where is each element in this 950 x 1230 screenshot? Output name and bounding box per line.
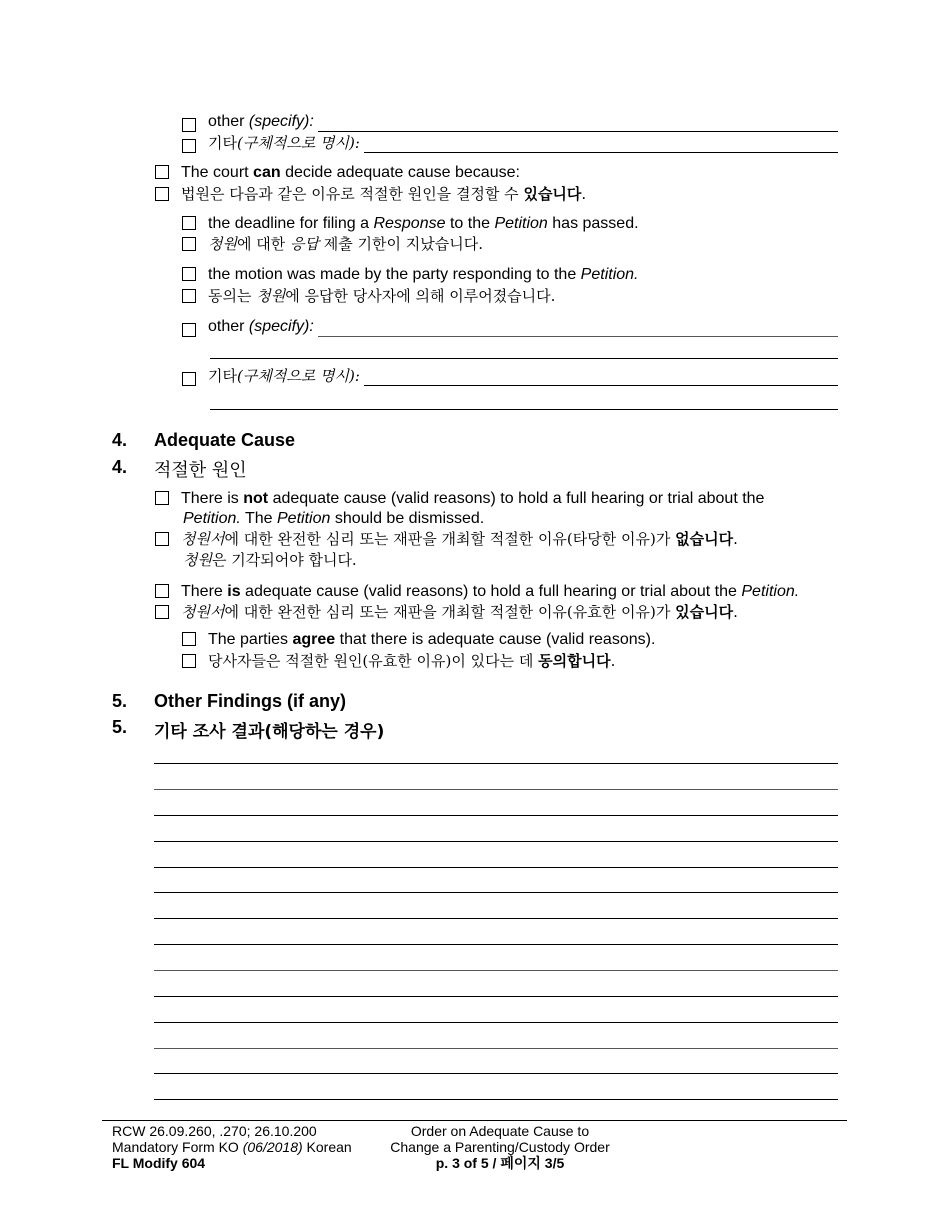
court-can-text-b: decide adequate cause because: — [285, 164, 520, 181]
section4-title-kr: 적절한 원인 — [154, 460, 247, 481]
agree-kr-bold: 동의합니다 — [538, 652, 611, 670]
findings-line[interactable] — [154, 970, 838, 971]
not-text-e: The — [244, 510, 273, 527]
deadline-text-e: has passed. — [552, 215, 639, 232]
findings-line[interactable] — [154, 867, 838, 868]
section4-number: 4. — [112, 430, 128, 450]
footer-mandatory: Mandatory Form KO (06/2018) Korean — [112, 1139, 352, 1155]
other-specify-row-kr — [182, 133, 838, 153]
is-adequate-row-kr — [155, 602, 738, 622]
not-kr-bold: 없습니다 — [675, 530, 734, 548]
footer-center — [380, 1123, 620, 1171]
footer-left — [112, 1123, 352, 1171]
specify-label: (specify): — [248, 113, 314, 130]
court-can-text-a: The court — [181, 164, 249, 181]
court-can-kr-b: . — [581, 185, 587, 203]
court-can-row — [155, 163, 520, 183]
deadline-text-c: to the — [449, 215, 490, 232]
other2-line[interactable] — [318, 321, 838, 337]
footer-form-id: FL Modify 604 — [112, 1155, 206, 1171]
is-text-c: adequate cause (valid reasons) to hold a full hearing or trial about the — [245, 583, 737, 600]
not-text-c: adequate cause (valid reasons) to hold a full hearing or trial about the — [272, 490, 765, 507]
not-kr-b: 에 대한 완전한 심리 또는 재판을 개최할 적절한 이유(타당한 이유)가 — [224, 530, 671, 548]
motion-checkbox[interactable] — [182, 267, 196, 281]
findings-line[interactable] — [154, 789, 838, 790]
agree-text-c: that there is adequate cause (valid reasons). — [339, 631, 656, 648]
deadline-checkbox[interactable] — [182, 216, 196, 230]
deadline-kr-b: 에 대한 — [236, 235, 286, 253]
footer-title-2: Change a Parenting/Custody Order — [390, 1139, 610, 1155]
motion-kr-c: 에 응답한 당사자에 의해 이루어졌습니다. — [285, 287, 556, 305]
other2-checkbox[interactable] — [182, 323, 196, 337]
is-adequate-row — [155, 582, 799, 602]
is-kr-d: . — [733, 603, 738, 621]
findings-line[interactable] — [154, 763, 838, 764]
motion-kr-a: 동의는 — [208, 287, 252, 305]
agree-kr-a: 당사자들은 적절한 원인(유효한 이유)이 있다는 데 — [208, 652, 534, 670]
other-label-kr: 기타 — [208, 134, 237, 152]
specify-label-kr: (구체적으로 명시): — [236, 134, 360, 152]
court-can-row-kr — [155, 184, 586, 204]
agree-row-kr — [182, 651, 615, 671]
is-kr-b: 에 대한 완전한 심리 또는 재판을 개최할 적절한 이유(유효한 이유)가 — [224, 603, 671, 621]
court-can-checkbox[interactable] — [155, 165, 169, 179]
not-bold: not — [243, 490, 269, 507]
section5-title-kr: 기타 조사 결과(해당하는 경우) — [154, 722, 385, 742]
not-text-f: Petition — [277, 510, 331, 527]
deadline-text-d: Petition — [494, 215, 548, 232]
not-adequate-row-2 — [183, 509, 484, 529]
other-specify-line[interactable] — [318, 116, 838, 132]
agree-kr-c: . — [610, 652, 616, 670]
deadline-kr-a: 청원 — [208, 235, 237, 253]
is-text-d: Petition. — [741, 583, 800, 600]
not-kr-a: 청원서 — [181, 530, 225, 548]
is-kr-bold: 있습니다 — [675, 603, 734, 621]
other2-row — [182, 317, 838, 337]
other2-checkbox-kr[interactable] — [182, 372, 196, 386]
findings-line[interactable] — [154, 1073, 838, 1074]
is-kr-a: 청원서 — [181, 603, 225, 621]
court-can-kr-bold: 있습니다 — [523, 185, 582, 203]
deadline-row-kr — [182, 234, 483, 254]
agree-checkbox[interactable] — [182, 632, 196, 646]
section5-number: 5. — [112, 691, 128, 711]
section5-number-kr: 5. — [112, 717, 128, 737]
motion-row-kr — [182, 286, 555, 306]
footer-rcw: RCW 26.09.260, .270; 26.10.200 — [112, 1123, 317, 1139]
is-text-a: There — [181, 583, 223, 600]
other2-line-2[interactable] — [210, 358, 838, 359]
footer-title-1: Order on Adequate Cause to — [410, 1123, 590, 1139]
is-bold: is — [227, 583, 241, 600]
section5-title: Other Findings (if any) — [154, 691, 346, 711]
other-checkbox-kr[interactable] — [182, 139, 196, 153]
agree-checkbox-kr[interactable] — [182, 654, 196, 668]
not-kr-e: 청원 — [183, 551, 212, 569]
other-checkbox[interactable] — [182, 118, 196, 132]
footer-divider — [102, 1120, 847, 1121]
motion-text-a: the motion was made by the party responding to the — [208, 266, 577, 283]
motion-kr-b: 청원 — [256, 287, 286, 305]
section4-number-kr: 4. — [112, 457, 128, 477]
findings-line[interactable] — [154, 1048, 838, 1049]
court-can-kr-a: 법원은 다음과 같은 이유로 적절한 원인을 결정할 수 — [181, 185, 519, 203]
findings-line[interactable] — [154, 892, 838, 893]
deadline-text-b: Response — [373, 215, 446, 232]
court-can-bold: can — [253, 164, 281, 181]
deadline-kr-c: 응답 — [290, 235, 319, 253]
not-adequate-row-kr — [155, 529, 738, 549]
other2-line-kr-2[interactable] — [210, 409, 838, 410]
other2-label-kr: 기타 — [208, 367, 237, 385]
not-kr-d: . — [733, 530, 738, 548]
deadline-row — [182, 214, 639, 234]
findings-line[interactable] — [154, 841, 838, 842]
deadline-checkbox-kr[interactable] — [182, 237, 196, 251]
not-kr-f: 은 기각되어야 합니다. — [211, 551, 357, 569]
not-text-g: should be dismissed. — [334, 510, 485, 527]
other2-line-kr[interactable] — [364, 370, 838, 386]
other2-specify-kr: (구체적으로 명시): — [236, 367, 360, 385]
deadline-kr-d: 제출 기한이 지났습니다. — [323, 235, 483, 253]
not-text-a: There is — [181, 490, 239, 507]
court-can-checkbox-kr[interactable] — [155, 187, 169, 201]
section4-title: Adequate Cause — [154, 430, 296, 450]
findings-line[interactable] — [154, 944, 838, 945]
agree-text-a: The parties — [208, 631, 289, 648]
is-adequate-checkbox[interactable] — [155, 584, 169, 598]
motion-text-b: Petition. — [580, 266, 639, 283]
not-adequate-row-kr-2 — [183, 550, 357, 570]
findings-line[interactable] — [154, 1099, 838, 1100]
not-adequate-checkbox[interactable] — [155, 491, 169, 505]
findings-line[interactable] — [154, 918, 838, 919]
other2-label: other — [208, 318, 245, 335]
not-adequate-checkbox-kr[interactable] — [155, 532, 169, 546]
footer-page: p. 3 of 5 / 페이지 3/5 — [435, 1155, 565, 1171]
deadline-text-a: the deadline for filing a — [208, 215, 369, 232]
not-adequate-row — [155, 489, 764, 509]
other-specify-row — [182, 112, 838, 132]
other2-specify: (specify): — [248, 318, 314, 335]
agree-row — [182, 630, 655, 650]
other-label: other — [208, 113, 245, 130]
other2-row-kr — [182, 366, 838, 386]
agree-bold: agree — [292, 631, 336, 648]
findings-line[interactable] — [154, 996, 838, 997]
motion-checkbox-kr[interactable] — [182, 289, 196, 303]
other-specify-line-kr[interactable] — [364, 137, 838, 153]
not-text-d: Petition. — [183, 510, 241, 527]
is-adequate-checkbox-kr[interactable] — [155, 605, 169, 619]
findings-line[interactable] — [154, 1022, 838, 1023]
findings-line[interactable] — [154, 815, 838, 816]
motion-row — [182, 265, 638, 285]
